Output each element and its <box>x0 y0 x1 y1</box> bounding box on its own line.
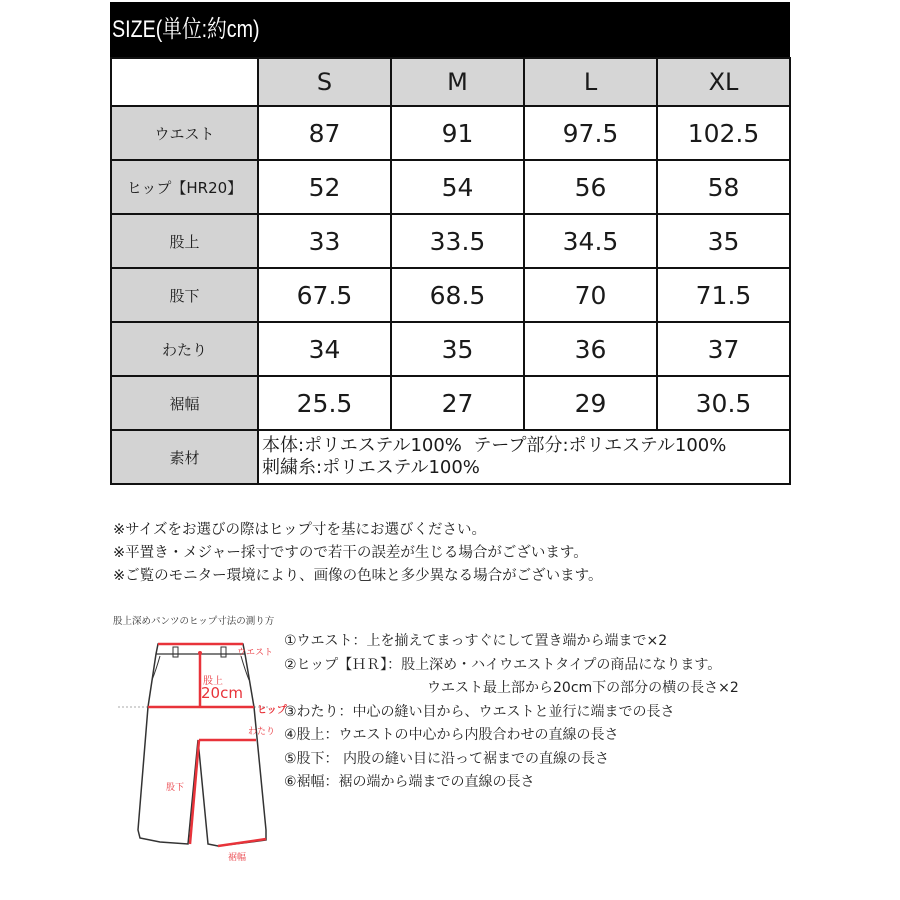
cell-value: 54 <box>391 160 524 214</box>
legend-item-thigh: ③わたり：中心の縫い目から、ウエストと並行に端までの長さ <box>284 703 675 720</box>
cell-value: 67.5 <box>258 268 391 322</box>
cell-value: 58 <box>657 160 790 214</box>
row-label: 裾幅 <box>111 376 258 430</box>
legend-item-waist: ①ウエスト：上を揃えてまっすぐにして置き端から端まで×2 <box>284 633 668 649</box>
legend-item-hip-detail: ウエスト最上部から20cm下の部分の横の長さ×2 <box>427 680 739 696</box>
legend-item-rise: ④股上：ウエストの中心から内股合わせの直線の長さ <box>284 727 619 743</box>
row-label: わたり <box>111 322 258 376</box>
measurement-legend <box>284 630 739 795</box>
table-row-thigh <box>111 322 790 376</box>
header-size-s: S <box>258 58 391 106</box>
cell-value: 56 <box>524 160 657 214</box>
diagram-label-inseam: 股下 <box>166 783 185 793</box>
cell-value: 29 <box>524 376 657 430</box>
legend-item-inseam: ⑤股下： 内股の縫い目に沿って裾までの直線の長さ <box>284 750 609 767</box>
material-line-1: 本体:ポリエステル100% テープ部分:ポリエステル100% <box>262 435 727 456</box>
cell-value: 33.5 <box>391 214 524 268</box>
table-row-hem <box>111 376 790 430</box>
row-label: ウエスト <box>111 106 258 160</box>
header-size-l: L <box>524 58 657 106</box>
diagram-label-thigh: わたり <box>248 727 276 737</box>
cell-value: 87 <box>258 106 391 160</box>
table-row-material <box>111 430 790 484</box>
note-item: ※平置き・メジャー採寸ですので若干の誤差が生じる場合がございます。 <box>113 545 588 561</box>
cell-value: 71.5 <box>657 268 790 322</box>
diagram-label-rise-value: 20cm <box>201 684 243 702</box>
row-label: 股上 <box>111 214 258 268</box>
cell-value: 37 <box>657 322 790 376</box>
table-row-inseam <box>111 268 790 322</box>
row-label: 素材 <box>111 430 258 484</box>
cell-value: 70 <box>524 268 657 322</box>
note-item: ※サイズをお選びの際はヒップ寸を基にお選びください。 <box>113 522 487 538</box>
diagram-title: 股上深めパンツのヒップ寸法の測り方 <box>113 616 275 627</box>
diagram-label-hem: 裾幅 <box>228 853 247 863</box>
cell-value: 91 <box>391 106 524 160</box>
row-label: 股下 <box>111 268 258 322</box>
cell-value: 36 <box>524 322 657 376</box>
cell-value: 33 <box>258 214 391 268</box>
table-row-hip <box>111 160 790 214</box>
cell-value: 68.5 <box>391 268 524 322</box>
material-line-2: 刺繍糸:ポリエステル100% <box>262 457 480 478</box>
cell-value: 27 <box>391 376 524 430</box>
cell-value: 35 <box>657 214 790 268</box>
size-header-row <box>111 58 790 106</box>
cell-value: 25.5 <box>258 376 391 430</box>
table-row-waist <box>111 106 790 160</box>
note-item: ※ご覧のモニター環境により、画像の色味と多少異なる場合がございます。 <box>113 568 603 584</box>
cell-value: 52 <box>258 160 391 214</box>
material-cell <box>258 430 790 484</box>
size-table <box>110 57 791 485</box>
diagram-label-hip: ヒップ <box>257 705 287 716</box>
pants-diagram <box>118 630 293 870</box>
legend-item-hem: ⑥裾幅：裾の端から端までの直線の長さ <box>284 774 535 790</box>
header-corner-cell <box>111 58 258 106</box>
table-row-rise <box>111 214 790 268</box>
pants-illustration-icon <box>118 630 293 870</box>
cell-value: 97.5 <box>524 106 657 160</box>
size-chart-title: SIZE(単位:約cm) <box>112 16 260 43</box>
cell-value: 34 <box>258 322 391 376</box>
header-size-xl: XL <box>657 58 790 106</box>
header-size-m: M <box>391 58 524 106</box>
diagram-label-rise: 股上 <box>203 676 223 687</box>
row-label: ヒップ【HR20】 <box>111 160 258 214</box>
diagram-label-waist: ウエスト <box>237 648 274 658</box>
size-chart <box>110 2 790 485</box>
cell-value: 35 <box>391 322 524 376</box>
cell-value: 30.5 <box>657 376 790 430</box>
cell-value: 102.5 <box>657 106 790 160</box>
cell-value: 34.5 <box>524 214 657 268</box>
legend-item-hip: ②ヒップ【ＨＲ】：股上深め・ハイウエストタイプの商品になります。 <box>284 656 722 673</box>
notes <box>113 519 603 588</box>
size-chart-title-bar <box>110 2 790 57</box>
